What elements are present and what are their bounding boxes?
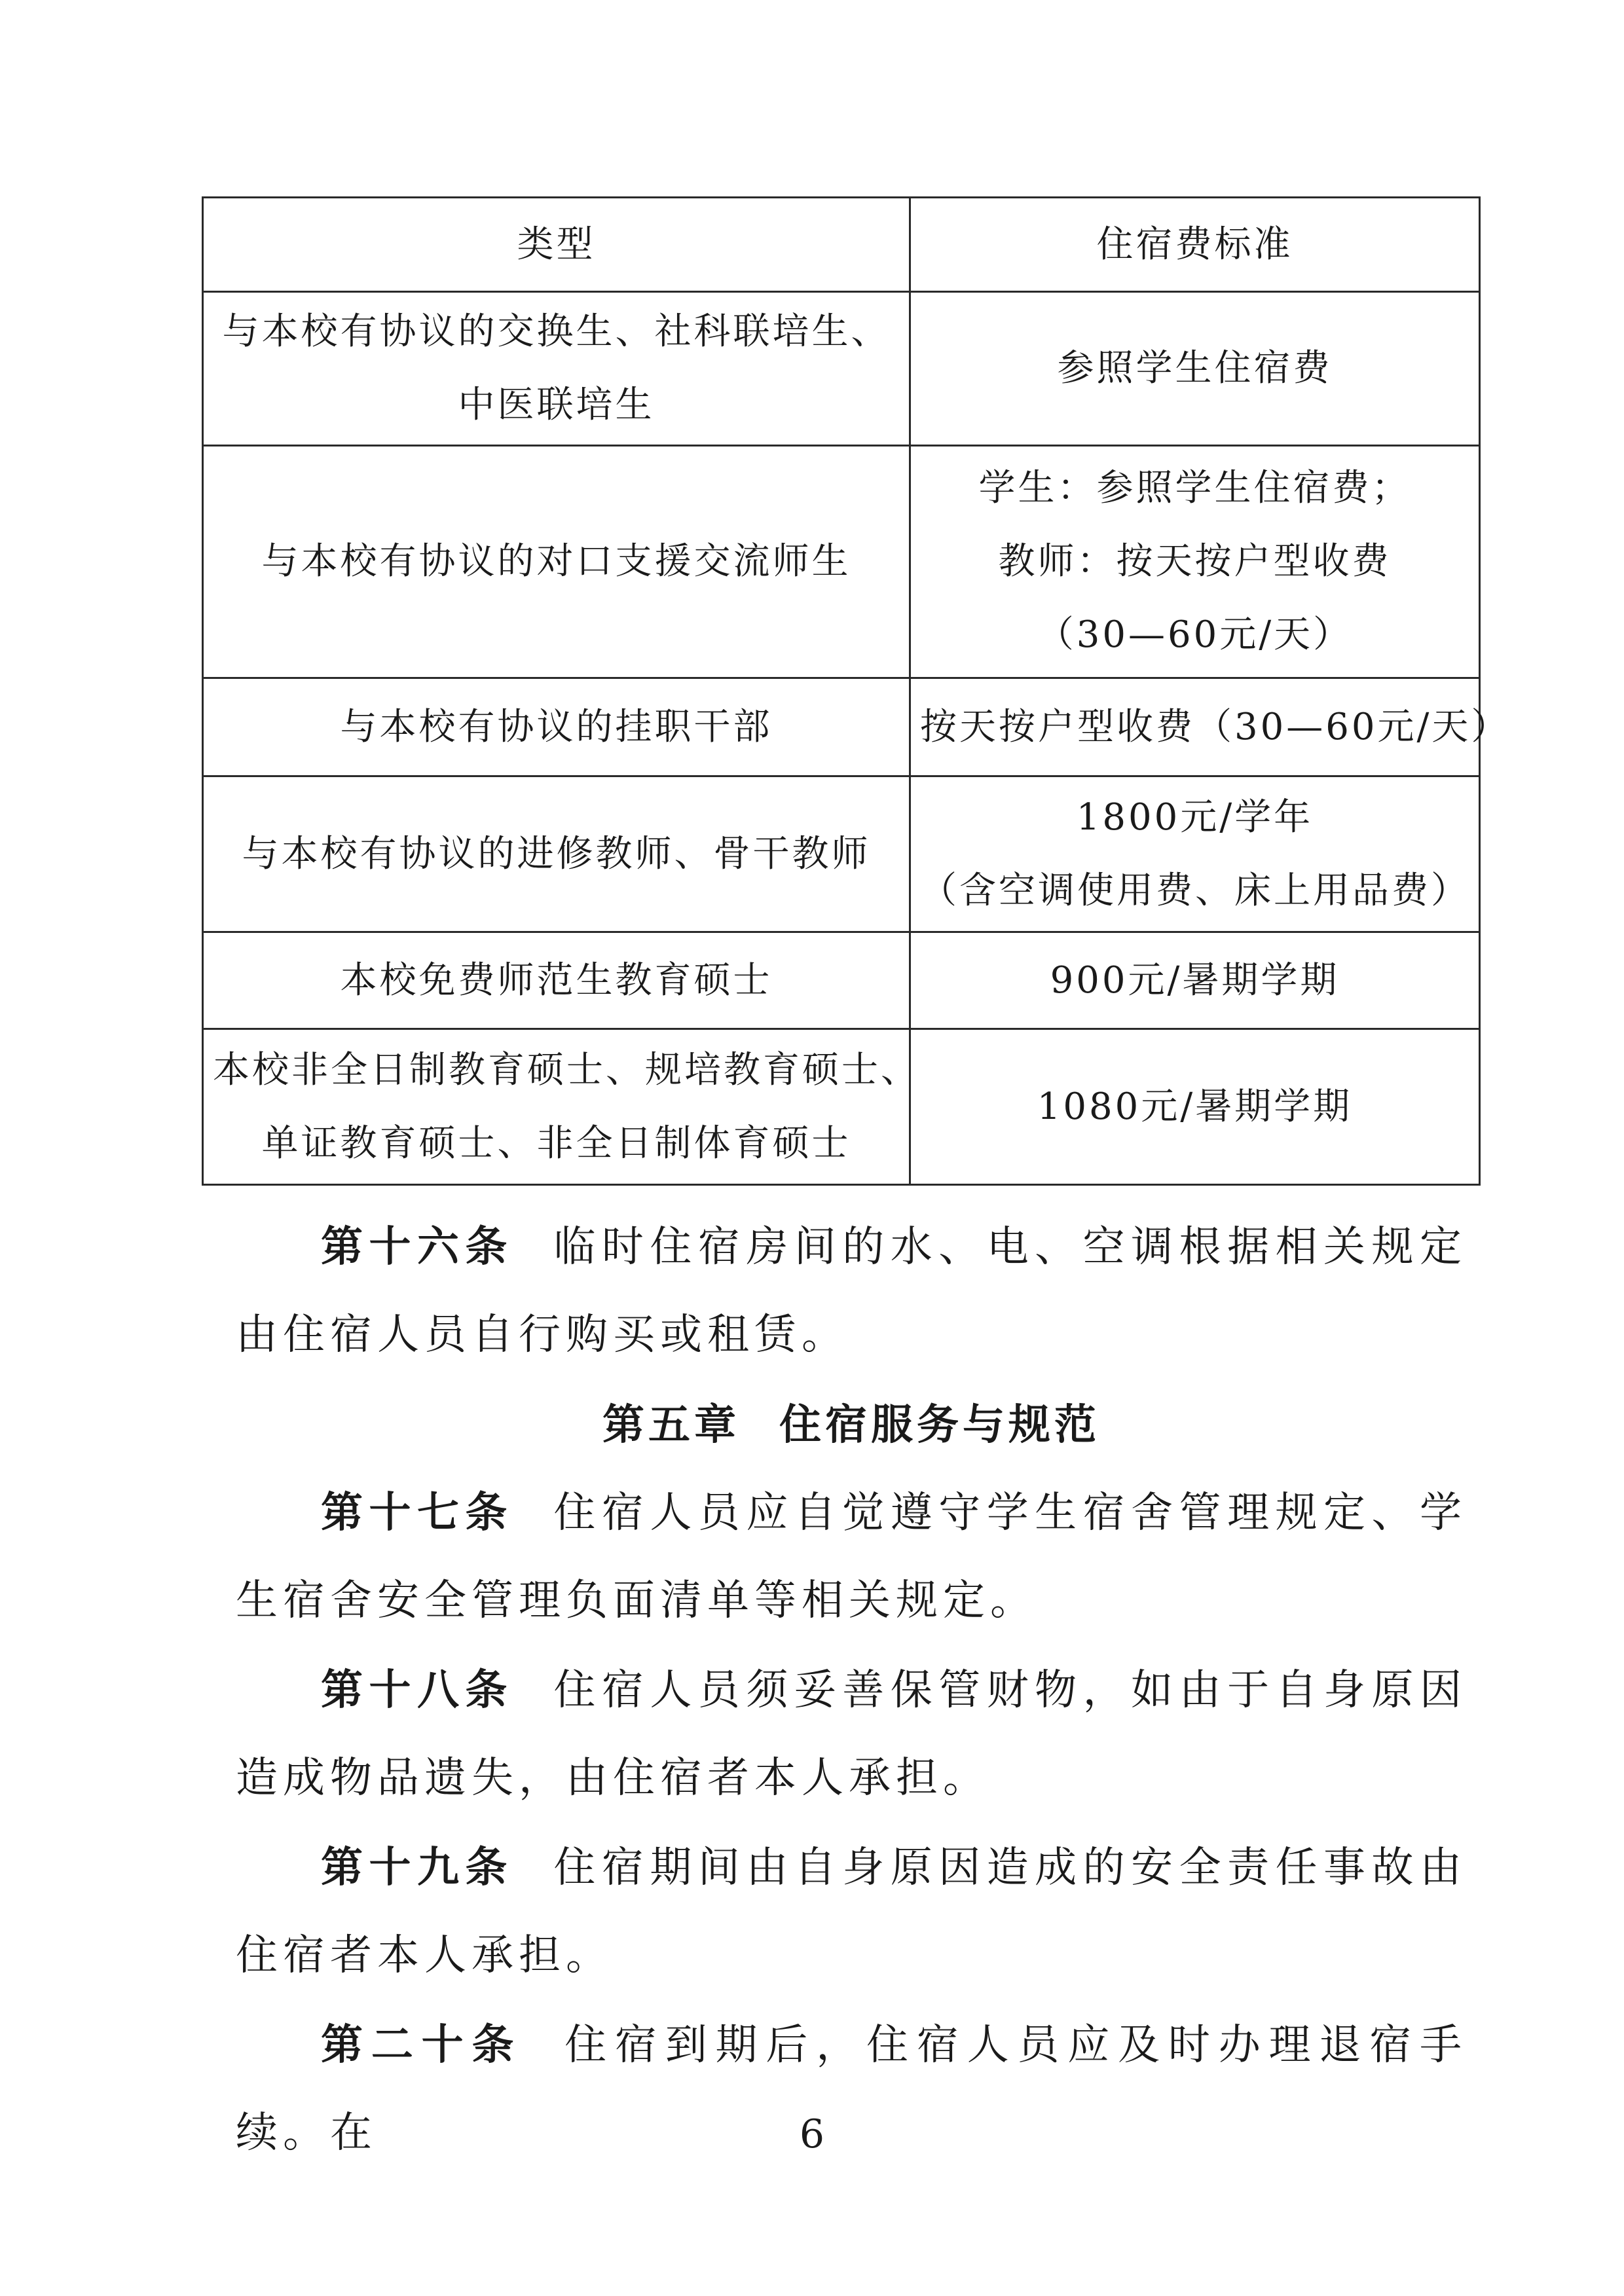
cell-line: 教师：按天按户型收费 <box>998 540 1392 583</box>
article-16 <box>236 1203 1467 1379</box>
chapter-heading <box>236 1381 1467 1469</box>
fee-cell <box>910 446 1480 678</box>
article-text: 住宿人员应自觉遵守学生宿舍管理规定、学生宿舍安全管理负面清单等相关规定。 <box>236 1489 1467 1625</box>
cell-line: 与本校有协议的进修教师、骨干教师 <box>242 832 871 875</box>
fee-cell <box>910 292 1480 446</box>
table-header-row <box>203 198 1480 292</box>
table-row <box>203 1029 1480 1185</box>
header-type: 类型 <box>203 198 910 292</box>
cell-line: 与本校有协议的挂职干部 <box>340 705 773 748</box>
type-cell <box>203 932 910 1029</box>
article-text: 临时住宿房间的水、电、空调根据相关规定由住宿人员自行购买或租赁。 <box>236 1223 1467 1359</box>
article-title: 第十八条 <box>321 1666 513 1715</box>
cell-line: 与本校有协议的对口支援交流师生 <box>261 540 851 583</box>
table-row <box>203 678 1480 776</box>
article-title: 第十六条 <box>321 1223 513 1271</box>
cell-line: （含空调使用费、床上用品费） <box>920 869 1470 912</box>
cell-line: 按天按户型收费（30—60元/天） <box>920 705 1511 748</box>
cell-line: 中医联培生 <box>458 384 655 426</box>
chapter-number: 第五章 <box>602 1401 740 1449</box>
type-cell <box>203 1029 920 1185</box>
cell-line: 本校非全日制教育硕士、规培教育硕士、 <box>213 1048 920 1091</box>
type-cell <box>203 446 910 678</box>
header-fee-standard: 住宿费标准 <box>910 198 1480 292</box>
cell-line: 1080元/暑期学期 <box>1037 1085 1353 1128</box>
article-text: 住宿人员须妥善保管财物，如由于自身原因造成物品遗失，由住宿者本人承担。 <box>236 1666 1467 1802</box>
cell-line: 单证教育硕士、非全日制体育硕士 <box>261 1121 851 1165</box>
article-title: 第十九条 <box>321 1844 513 1892</box>
cell-line: 本校免费师范生教育硕士 <box>340 958 773 1002</box>
article-title: 第二十条 <box>321 2021 523 2069</box>
type-cell <box>203 678 910 776</box>
table-row <box>203 776 1480 932</box>
cell-line: 1800元/学年 <box>1076 795 1314 839</box>
fee-cell <box>910 932 1480 1029</box>
type-cell <box>203 776 910 932</box>
cell-line: 与本校有协议的交换生、社科联培生、 <box>222 310 891 353</box>
article-text: 住宿到期后，住宿人员应及时办理退宿手续。在 <box>236 2021 1467 2157</box>
chapter-name: 住宿服务与规范 <box>779 1401 1100 1449</box>
fee-cell <box>910 776 1480 932</box>
cell-line: 参照学生住宿费 <box>1057 347 1333 390</box>
article-text: 住宿期间由自身原因造成的安全责任事故由住宿者本人承担。 <box>236 1844 1467 1980</box>
cell-line: （30—60元/天） <box>1037 613 1353 656</box>
table-row <box>203 292 1480 446</box>
type-cell <box>203 292 910 446</box>
page-number: 6 <box>799 2111 825 2157</box>
article-title: 第十七条 <box>321 1489 513 1537</box>
fee-cell <box>910 1029 1480 1185</box>
table-row <box>203 446 1480 678</box>
accommodation-fee-table <box>202 196 1511 1186</box>
article-19 <box>236 1824 1467 1999</box>
cell-line: 学生：参照学生住宿费； <box>978 467 1411 509</box>
fee-cell <box>910 678 1511 776</box>
table-row <box>203 932 1480 1029</box>
article-18 <box>236 1647 1467 1822</box>
cell-line: 900元/暑期学期 <box>1050 958 1340 1002</box>
article-17 <box>236 1469 1467 1645</box>
